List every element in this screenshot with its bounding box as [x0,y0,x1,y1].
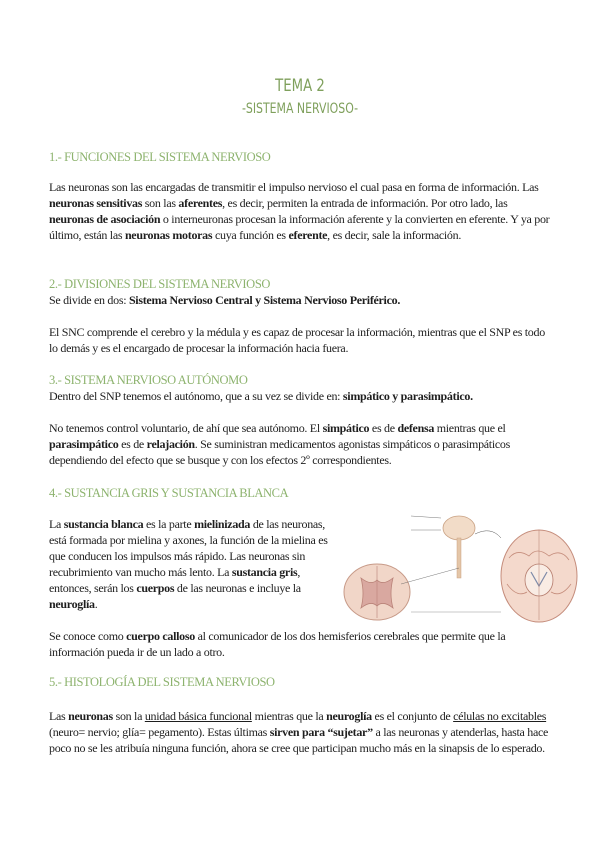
section-heading-5: 5.- HISTOLOGÍA DEL SISTEMA NERVIOSO [49,675,275,689]
page-subtitle: -SISTEMA NERVIOSO- [241,101,359,117]
spinal-cord-section-icon [344,564,410,620]
section-heading-1: 1.- FUNCIONES DEL SISTEMA NERVIOSO [49,150,271,164]
paragraph-4-1: La sustancia blanca es la parte mielinizada de las neuronas, está formada por mielina y axones, la función de la mielina es que conducen los impulsos más rápido. Las neuronas sin recubrimiento van mucho más lento. La sustancia gris, entonces, serán los cuerpos de las neuronas e incluye la neuroglía. [49,517,328,611]
paragraph-3-1: Dentro del SNP tenemos el autónomo, que a su vez se divide en: simpático y parasimpático. [49,389,473,403]
paragraph-4-2: Se conoce como cuerpo calloso al comunicador de los dos hemisferios cerebrales que permite que la información pueda ir de un lado a otro. [49,629,506,659]
brain-cord-sketch-icon [401,516,501,584]
paragraph-5-1: Las neuronas son la unidad básica funcional mientras que la neuroglía es el conjunto de células no excitables (neuro= nervio; glía= pegamento). Estas últimas sirven para “sujetar” a las neuronas y atenderlas, hasta hace poco no se les atribuía ninguna función, ahora se cree que participan mucho más en la sinapsis de lo esperado. [49,709,549,755]
section-heading-4: 4.- SUSTANCIA GRIS Y SUSTANCIA BLANCA [49,486,289,500]
page-title: TEMA 2 [275,76,325,96]
paragraph-3-2: No tenemos control voluntario, de ahí que sea autónomo. El simpático es de defensa mientras que el parasimpático es de relajación. Se suministran medicamentos agonistas simpáticos o parasimpáticos dependiendo del efecto que se busque y con los efectos 2º correspondientes. [49,421,510,467]
brain-spinal-cord-diagram [341,508,579,630]
brain-coronal-section-icon [501,530,577,622]
section-heading-2: 2.- DIVISIONES DEL SISTEMA NERVIOSO [49,277,270,291]
section-heading-3: 3.- SISTEMA NERVIOSO AUTÓNOMO [49,373,248,387]
paragraph-2-1: Se divide en dos: Sistema Nervioso Central y Sistema Nervioso Periférico. [49,293,401,307]
paragraph-1-1: Las neuronas son las encargadas de transmitir el impulso nervioso el cual pasa en forma de información. Las neuronas sensitivas son las aferentes, es decir, permiten la entrada de información. Por otro lado, las neuronas de asociación o interneuronas procesan la información aferente y la convierten en eferente. Y ya por último, están las neuronas motoras cuya función es eferente, es decir, sale la información. [49,180,550,242]
paragraph-2-2: El SNC comprende el cerebro y la médula y es capaz de procesar la información, mientras que el SNP es todo lo demás y es el encargado de procesar la información hacia fuera. [49,325,545,355]
